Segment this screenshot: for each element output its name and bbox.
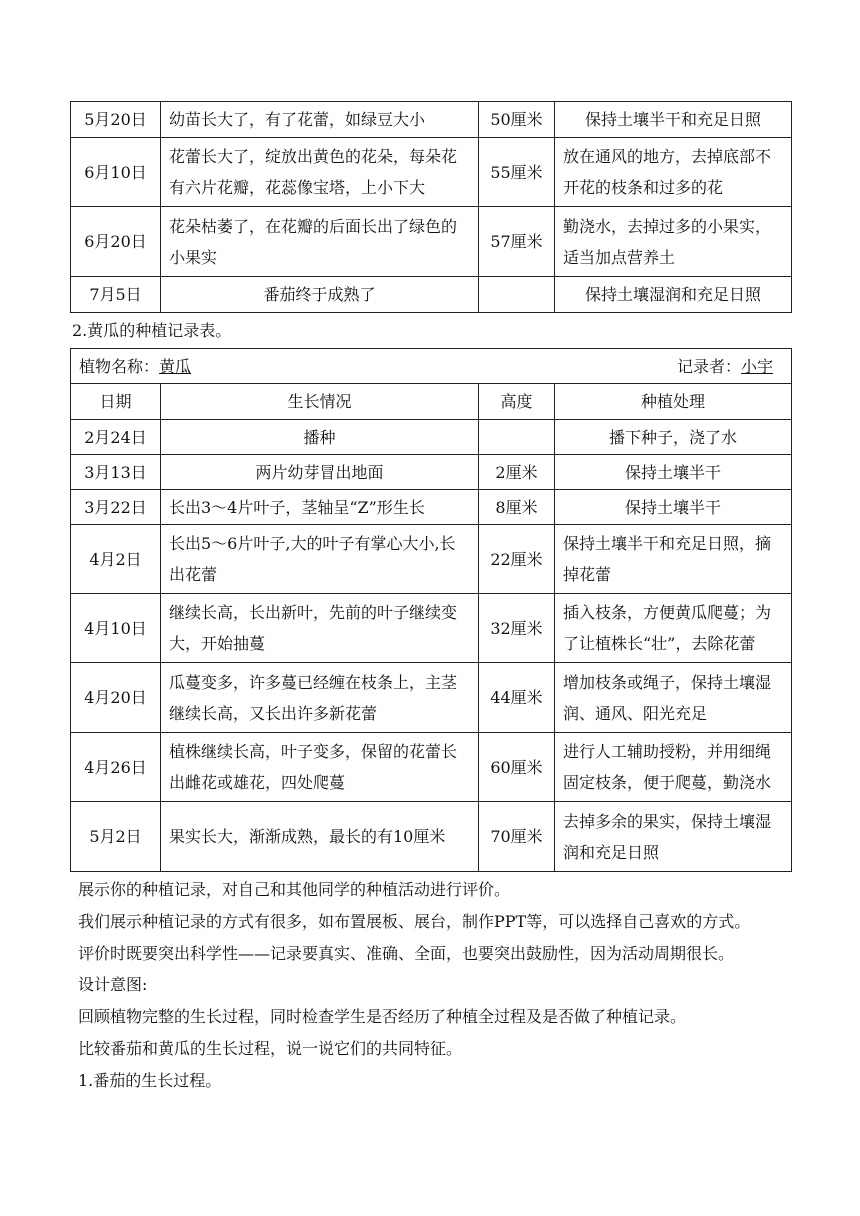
height-cell: 60厘米 xyxy=(479,733,555,802)
care-cell: 去掉多余的果实，保持土壤湿润和充足日照 xyxy=(555,802,792,872)
table-row xyxy=(71,207,792,277)
growth-cell: 播种 xyxy=(161,420,479,455)
date-cell: 4月10日 xyxy=(71,594,161,663)
height-cell: 22厘米 xyxy=(479,525,555,594)
care-cell: 保持土壤半干和充足日照，摘掉花蕾 xyxy=(555,525,792,594)
date-cell: 7月5日 xyxy=(71,277,161,313)
paragraph: 比较番茄和黄瓜的生长过程，说一说它们的共同特征。 xyxy=(78,1039,463,1058)
growth-cell: 花朵枯萎了，在花瓣的后面长出了绿色的小果实 xyxy=(161,207,479,277)
table-header-row xyxy=(71,384,792,420)
height-cell: 55厘米 xyxy=(479,138,555,207)
paragraph: 1.番茄的生长过程。 xyxy=(78,1071,222,1090)
growth-cell: 继续长高，长出新叶，先前的叶子继续变大，开始抽蔓 xyxy=(161,594,479,663)
date-cell: 5月2日 xyxy=(71,802,161,872)
paragraph: 回顾植物完整的生长过程，同时检查学生是否经历了种植全过程及是否做了种植记录。 xyxy=(78,1007,687,1026)
recorder-field: 记录者：小宇 xyxy=(676,356,773,376)
recorder-value: 小宇 xyxy=(740,356,773,376)
growth-cell: 花蕾长大了，绽放出黄色的花朵，每朵花有六片花瓣，花蕊像宝塔，上小下大 xyxy=(161,138,479,207)
table-row xyxy=(71,733,792,802)
section-2-title: 2.黄瓜的种植记录表。 xyxy=(72,321,232,340)
care-cell: 勤浇水，去掉过多的小果实，适当加点营养土 xyxy=(555,207,792,277)
plant-name-value: 黄瓜 xyxy=(159,356,192,376)
paragraph: 设计意图: xyxy=(78,975,148,994)
care-cell: 增加枝条或绳子，保持土壤湿润、通风、阳光充足 xyxy=(555,663,792,733)
paragraph: 我们展示种植记录的方式有很多，如布置展板、展台，制作PPT等，可以选择自己喜欢的方式。 xyxy=(78,912,751,931)
tomato-record-table xyxy=(70,101,792,313)
table-row xyxy=(71,490,792,525)
growth-cell: 长出3～4片叶子，茎轴呈“Z”形生长 xyxy=(161,490,479,525)
table-row xyxy=(71,594,792,663)
date-cell: 4月20日 xyxy=(71,663,161,733)
date-cell: 6月10日 xyxy=(71,138,161,207)
care-cell: 放在通风的地方，去掉底部不开花的枝条和过多的花 xyxy=(555,138,792,207)
table-row xyxy=(71,138,792,207)
height-cell: 32厘米 xyxy=(479,594,555,663)
table-title-cell xyxy=(71,349,792,384)
care-cell: 保持土壤半干和充足日照 xyxy=(555,102,792,138)
paragraph: 评价时既要突出科学性——记录要真实、准确、全面，也要突出鼓励性，因为活动周期很长。 xyxy=(78,944,735,963)
header-care: 种植处理 xyxy=(555,384,792,420)
height-cell: 8厘米 xyxy=(479,490,555,525)
header-date: 日期 xyxy=(71,384,161,420)
height-cell xyxy=(479,420,555,455)
growth-cell: 植株继续长高，叶子变多，保留的花蕾长出雌花或雄花，四处爬蔓 xyxy=(161,733,479,802)
growth-cell: 两片幼芽冒出地面 xyxy=(161,455,479,490)
table-row xyxy=(71,802,792,872)
plant-name-field: 植物名称：黄瓜 xyxy=(79,356,192,376)
table-row xyxy=(71,525,792,594)
table-title-row xyxy=(71,349,792,384)
care-cell: 插入枝条，方便黄瓜爬蔓；为了让植株长“壮”，去除花蕾 xyxy=(555,594,792,663)
height-cell: 44厘米 xyxy=(479,663,555,733)
date-cell: 4月2日 xyxy=(71,525,161,594)
growth-cell: 幼苗长大了，有了花蕾，如绿豆大小 xyxy=(161,102,479,138)
height-cell: 2厘米 xyxy=(479,455,555,490)
growth-cell: 番茄终于成熟了 xyxy=(161,277,479,313)
care-cell: 播下种子，浇了水 xyxy=(555,420,792,455)
table-row xyxy=(71,455,792,490)
paragraph: 展示你的种植记录，对自己和其他同学的种植活动进行评价。 xyxy=(78,880,511,899)
growth-cell: 果实长大，渐渐成熟，最长的有10厘米 xyxy=(161,802,479,872)
growth-cell: 瓜蔓变多，许多蔓已经缠在枝条上，主茎继续长高，又长出许多新花蕾 xyxy=(161,663,479,733)
date-cell: 4月26日 xyxy=(71,733,161,802)
care-cell: 保持土壤半干 xyxy=(555,455,792,490)
table-row xyxy=(71,420,792,455)
care-cell: 保持土壤湿润和充足日照 xyxy=(555,277,792,313)
date-cell: 6月20日 xyxy=(71,207,161,277)
height-cell xyxy=(479,277,555,313)
height-cell: 50厘米 xyxy=(479,102,555,138)
table-row xyxy=(71,102,792,138)
date-cell: 3月22日 xyxy=(71,490,161,525)
care-cell: 进行人工辅助授粉，并用细绳固定枝条，便于爬蔓，勤浇水 xyxy=(555,733,792,802)
cucumber-record-table xyxy=(70,348,792,872)
header-height: 高度 xyxy=(479,384,555,420)
header-growth: 生长情况 xyxy=(161,384,479,420)
growth-cell: 长出5～6片叶子,大的叶子有掌心大小,长出花蕾 xyxy=(161,525,479,594)
height-cell: 57厘米 xyxy=(479,207,555,277)
care-cell: 保持土壤半干 xyxy=(555,490,792,525)
height-cell: 70厘米 xyxy=(479,802,555,872)
date-cell: 5月20日 xyxy=(71,102,161,138)
date-cell: 3月13日 xyxy=(71,455,161,490)
date-cell: 2月24日 xyxy=(71,420,161,455)
table-row xyxy=(71,277,792,313)
table-row xyxy=(71,663,792,733)
